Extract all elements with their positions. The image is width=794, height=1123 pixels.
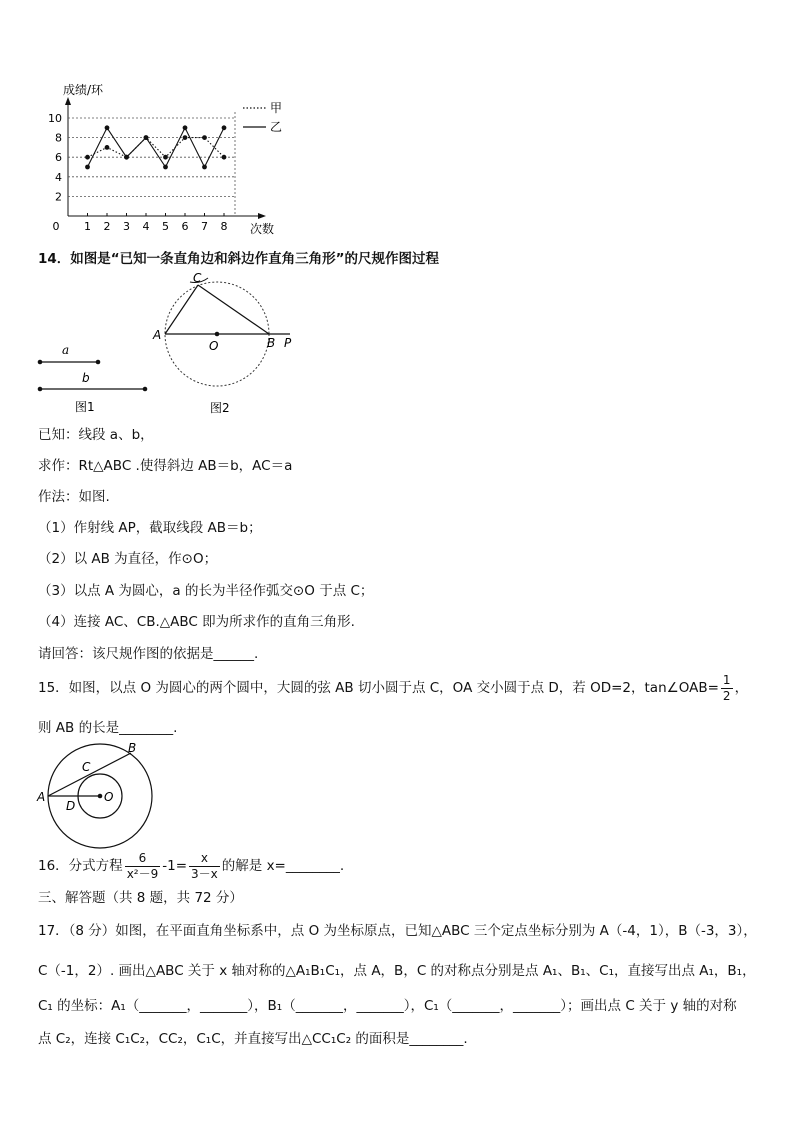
q15-comma: ，: [734, 680, 749, 696]
q17-line3: C₁ 的坐标：A₁（_______，_______），B₁（_______，_______），C₁（_______，_______）；画出点 C 关于 y 轴的对称: [38, 998, 737, 1014]
q16-frac1-den: x²－9: [126, 866, 159, 881]
q16-frac1-num: 6: [125, 851, 161, 867]
x-tick-7: 7: [201, 220, 208, 233]
q14-figure2: [150, 268, 310, 418]
q14-ask: 请回答：该尺规作图的依据是______.: [38, 646, 259, 662]
segment-b-end-left: [38, 387, 43, 392]
q14-figure1: [30, 338, 160, 418]
x-tick-5: 5: [162, 220, 169, 233]
y-ticks: [48, 112, 62, 203]
series-yi-point-6: [183, 125, 188, 130]
fig2-caption: 图2: [210, 401, 230, 415]
series-yi-point-7: [202, 165, 207, 170]
q16-fraction1: [125, 851, 161, 882]
x-tick-2: 2: [103, 220, 111, 233]
y-tick-4: 4: [55, 170, 62, 184]
y-tick-6: 6: [55, 151, 62, 165]
series-jia-point-1: [85, 155, 90, 160]
q15-frac-den: 2: [722, 688, 731, 703]
x-tick-3: 3: [123, 220, 130, 233]
series-jia-point-5: [163, 155, 168, 160]
q15-label-B: B: [128, 741, 137, 755]
chart-y-label: 成绩/环: [63, 83, 104, 97]
fig2-label-P: P: [284, 336, 292, 350]
series-jia-point-6: [183, 135, 188, 140]
q14-title: 14．如图是“已知一条直角边和斜边作直角三角形”的尺规作图过程: [38, 251, 440, 267]
y-tick-10: 10: [48, 112, 62, 125]
q16-text: [38, 848, 344, 884]
x-tick-8: 8: [220, 220, 228, 233]
segment-cb: [198, 285, 269, 334]
x-tick-4: 4: [142, 220, 150, 233]
chart-series: [85, 125, 226, 169]
q16-frac2-den: 3－x: [191, 866, 218, 881]
q16-fraction2: [189, 851, 220, 882]
q14-known: 已知：线段 a、b，: [38, 427, 154, 443]
series-yi-point-4: [144, 135, 149, 140]
x-tick-1: 1: [84, 220, 91, 233]
q15-label-A: A: [37, 790, 46, 804]
q15-text-main: 15．如图，以点 O 为圆心的两个圆中，大圆的弦 AB 切小圆于点 C，OA 交小圆于点 D，若 OD=2，tan∠OAB=: [38, 680, 719, 696]
y-axis-arrow: [65, 97, 71, 105]
q16-suffix: 的解是 x=________.: [221, 858, 345, 874]
fig1-caption: 图1: [75, 400, 95, 414]
center-o-dot: [215, 332, 220, 337]
x-axis-arrow: [258, 213, 266, 219]
q14-find: 求作：Rt△ABC .使得斜边 AB＝b，AC＝a: [38, 458, 293, 474]
fig2-label-A: A: [153, 328, 162, 342]
series-yi-point-1: [85, 165, 90, 170]
segment-a-end-left: [38, 360, 43, 365]
q15-text: [38, 670, 748, 706]
score-chart: [30, 78, 330, 238]
q17-line2: C（-1，2）. 画出△ABC 关于 x 轴对称的△A₁B₁C₁，点 A，B，C 的对称点分别是点 A₁、B₁、C₁，直接写出点 A₁，B₁，: [38, 963, 756, 979]
q14-step3: （3）以点 A 为圆心，a 的长为半径作弧交⊙O 于点 C；: [38, 583, 374, 599]
legend-yi-label: 乙: [270, 120, 283, 134]
segment-a-end-right: [96, 360, 101, 365]
segment-ac: [165, 285, 198, 334]
series-yi-point-5: [163, 165, 168, 170]
chart-x-label: 次数: [250, 222, 275, 236]
series-jia-point-8: [222, 155, 227, 160]
section3-heading: 三、解答题（共 8 题，共 72 分）: [38, 890, 243, 906]
series-jia-point-2: [105, 145, 110, 150]
q14-step2: （2）以 AB 为直径，作⊙O；: [38, 551, 218, 567]
q17-line4: 点 C₂，连接 C₁C₂，CC₂，C₁C，并直接写出△CC₁C₂ 的面积是________.: [38, 1031, 468, 1047]
fig2-label-B: B: [267, 336, 276, 350]
q16-frac2-num: x: [189, 851, 220, 867]
q15-label-C: C: [82, 760, 91, 774]
q15-fraction: [721, 673, 733, 704]
fig2-label-C: C: [193, 271, 202, 285]
fig2-label-O: O: [209, 339, 219, 353]
q14-step4: （4）连接 AC、CB.△ABC 即为所求作的直角三角形.: [38, 614, 355, 630]
series-yi-point-2: [105, 125, 110, 130]
center-o-dot: [98, 794, 103, 799]
fig1-label-a: a: [62, 343, 70, 357]
y-tick-2: 2: [55, 190, 62, 204]
series-jia-point-7: [202, 135, 207, 140]
q17-line1: 17．（8 分）如图，在平面直角坐标系中，点 O 为坐标原点，已知△ABC 三个定点坐标分别为 A（-4，1），B（-3，3），: [38, 923, 757, 939]
q14-method: 作法：如图.: [38, 489, 110, 505]
fig1-label-b: b: [82, 371, 90, 385]
q14-step1: （1）作射线 AP，截取线段 AB＝b；: [38, 520, 262, 536]
q15-frac-num: 1: [722, 672, 731, 687]
q16-prefix: 16．分式方程: [38, 858, 123, 874]
q15-figure: [34, 740, 154, 850]
q15-label-O: O: [104, 790, 114, 804]
series-yi-point-8: [222, 125, 227, 130]
q16-mid: -1=: [162, 858, 188, 874]
y-tick-8: 8: [55, 131, 62, 145]
segment-b-end-right: [143, 387, 148, 392]
series-yi-point-3: [124, 155, 129, 160]
legend-jia-label: 甲: [270, 101, 283, 115]
x-tick-0: 0: [52, 220, 60, 233]
x-tick-6: 6: [181, 220, 189, 233]
q15-label-D: D: [66, 799, 76, 813]
q15-line2: 则 AB 的长是________.: [38, 720, 178, 736]
